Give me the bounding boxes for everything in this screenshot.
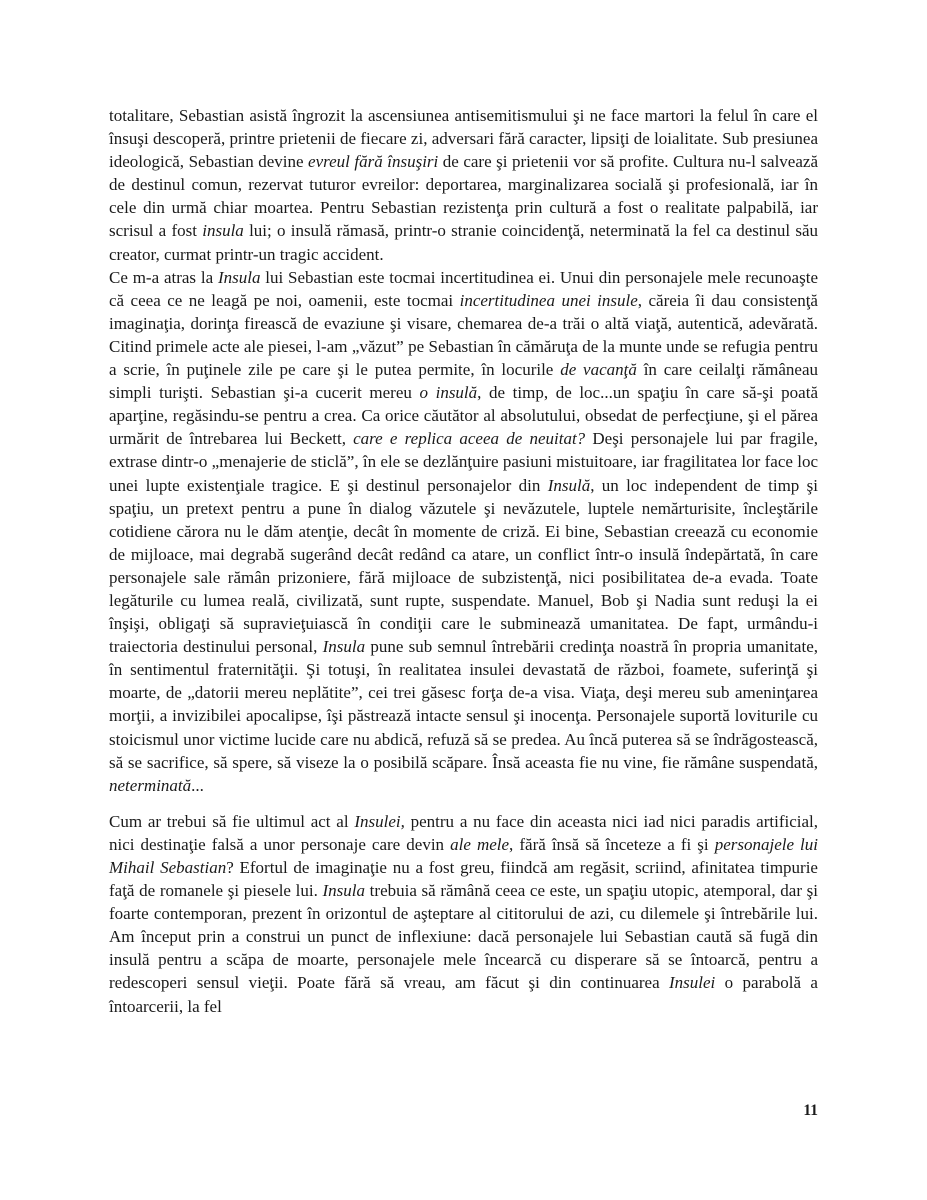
text-run: , de timp, de loc...un spaţiu în care să-şi poată aparţine, regăsindu-se pentru a crea. Ca orice căutător al absolutului, obsedat de perfecţiune, şi el părea urmărit de întrebarea lui Beckett, <box>109 383 818 449</box>
italic-text-run: personajele lui Mihail Sebastian <box>109 834 819 877</box>
paragraph <box>109 266 818 797</box>
page-number: 11 <box>803 1102 818 1119</box>
text-run: de care şi prietenii vor să profite. Cultura nu-l salvează de destinul comun, rezervat tuturor evreilor: deportarea, marginalizarea socială şi profesională, iar în cele din urmă chiar moartea. Pentru Sebastian rezistenţa prin cultură a fost o realitate palpabilă, iar scrisul a fost <box>109 152 818 241</box>
text-run: totalitare, Sebastian asistă îngrozit la ascensiunea antisemitismului şi ne face martori la felul în care el însuşi descoperă, printre prietenii de fiecare zi, adversari fără caracter, lipsiţi de loialitate. Sub presiunea ideologică, Sebastian devine <box>109 106 818 172</box>
italic-text-run: o insulă <box>419 383 478 403</box>
text-run: trebuia să rămână ceea ce este, un spaţiu utopic, atemporal, dar şi foarte contemporan, prezent în orizontul de aşteptare al cititorului de azi, cu dilemele şi întrebările lui. Am început prin a construi un punct de inflexiune: dacă personajele lui Sebastian caută să fugă din insulă pentru a scăpa de moarte, personajele mele încearcă cu disperare să se întoarcă, pentru a redescoperi sensul vieţii. Poate fără să vreau, am făcut şi din continuarea <box>109 881 818 993</box>
italic-text-run: neterminată <box>109 775 192 795</box>
text-run: pune sub semnul întrebării credinţa noastră în propria umanitate, în sentimentul fraternităţii. Şi totuşi, în realitatea insulei devastată de război, foamete, suferinţă şi moarte, de „datorii mereu neplătite”, cei trei găsesc forţa de-a visa. Viaţa, deşi mereu sub ameninţarea morţii, a invizibilei apocalipse, îşi păstrează intacte sensul şi inocenţa. Personajele suportă loviturile cu stoicismul unor victime lucide care nu abdică, refuză să se predea. Au încă puterea să se îndrăgostească, să se sacrifice, să spere, să viseze la o posibilă scăpare. Însă aceasta fie nu vine, fie rămâne suspendată, <box>109 637 818 772</box>
italic-text-run: Insulă <box>547 475 591 495</box>
italic-text-run: incertitudinea unei insule <box>459 290 638 310</box>
italic-text-run: ale mele <box>450 834 510 854</box>
text-run: Deşi personajele lui par fragile, extrase dintr-o „menajerie de sticlă”, în ele se dezlănţuire pasiuni mistuitoare, iar fragilitatea lor face loc unei lupte existenţiale tragice. E şi destinul personajelor din <box>109 429 818 495</box>
italic-text-run: de vacanţă <box>560 360 637 380</box>
text-run: , căreia îi dau consistenţă imaginaţia, dorinţa firească de evaziune şi visare, chemarea de-a trăi o altă viaţă, autentică, adevărată. Citind primele acte ale piesei, l-am „văzut” pe Sebastian în cămăruţa de la munte unde se refugia pentru a scrie, în puţinele zile pe care şi le putea permite, în locurile <box>109 290 818 380</box>
text-run: , fără însă să înceteze a fi şi <box>509 834 715 854</box>
italic-text-run: insula <box>202 221 244 241</box>
italic-text-run: Insula <box>322 881 366 901</box>
text-run: Cum ar trebui să fie ultimul act al <box>109 811 355 831</box>
text-run: în care ceilalţi rămâneau simpli turişti. Sebastian şi-a cucerit mereu <box>109 360 819 403</box>
italic-text-run: care e replica aceea de neuitat? <box>353 429 586 449</box>
italic-text-run: Insula <box>217 267 261 287</box>
italic-text-run: Insulei <box>669 973 716 993</box>
text-run: pentru a nu face din aceasta nici iad nici paradis artificial, nici destinaţie falsă a unor personaje care devin <box>109 811 818 854</box>
text-run: ... <box>191 775 204 795</box>
paragraph <box>109 810 818 1018</box>
text-run: lui; o insulă rămasă, printr-o stranie coincidenţă, neterminată la fel ca destinul său creator, curmat printr-un tragic accident. <box>109 221 818 264</box>
paragraph <box>109 104 818 266</box>
italic-text-run: Insulei, <box>354 811 405 831</box>
page-text <box>109 104 818 1018</box>
text-run: o parabolă a întoarcerii, la fel <box>109 973 818 1016</box>
italic-text-run: Insula <box>322 637 366 657</box>
text-run: ? Efortul de imaginaţie nu a fost greu, fiindcă am regăsit, scriind, afinitatea timpurie faţă de romanele şi piesele lui. <box>109 858 818 901</box>
text-run: lui Sebastian este tocmai incertitudinea ei. Unui din personajele mele recunoaşte că ceea ce ne leagă pe noi, oamenii, este tocmai <box>109 267 818 310</box>
text-run: , un loc independent de timp şi spaţiu, un pretext pentru a pune în dialog văzutele şi nevăzutele, luptele nemărturisite, încleştările cotidiene cărora nu le dăm atenţie, decât în momente de criză. Ei bine, Sebastian creează cu economie de mijloace, mai degrabă sugerând decât redând ca atare, un conflict într-o insulă îndepărtată, în care personajele sale rămân prizoniere, fără mijloace de subzistenţă, nici posibilitatea de-a evada. Toate legăturile cu lumea reală, civilizată, sunt rupte, suspendate. Manuel, Bob şi Nadia sunt reduşi la ei înşişi, obligaţi să supravieţuiască în condiţii care le subminează umanitatea. De fapt, urmându-i traiectoria destinului personal, <box>109 475 819 657</box>
text-run: Ce m-a atras la <box>109 267 218 287</box>
italic-text-run: evreul fără însuşiri <box>308 152 439 172</box>
